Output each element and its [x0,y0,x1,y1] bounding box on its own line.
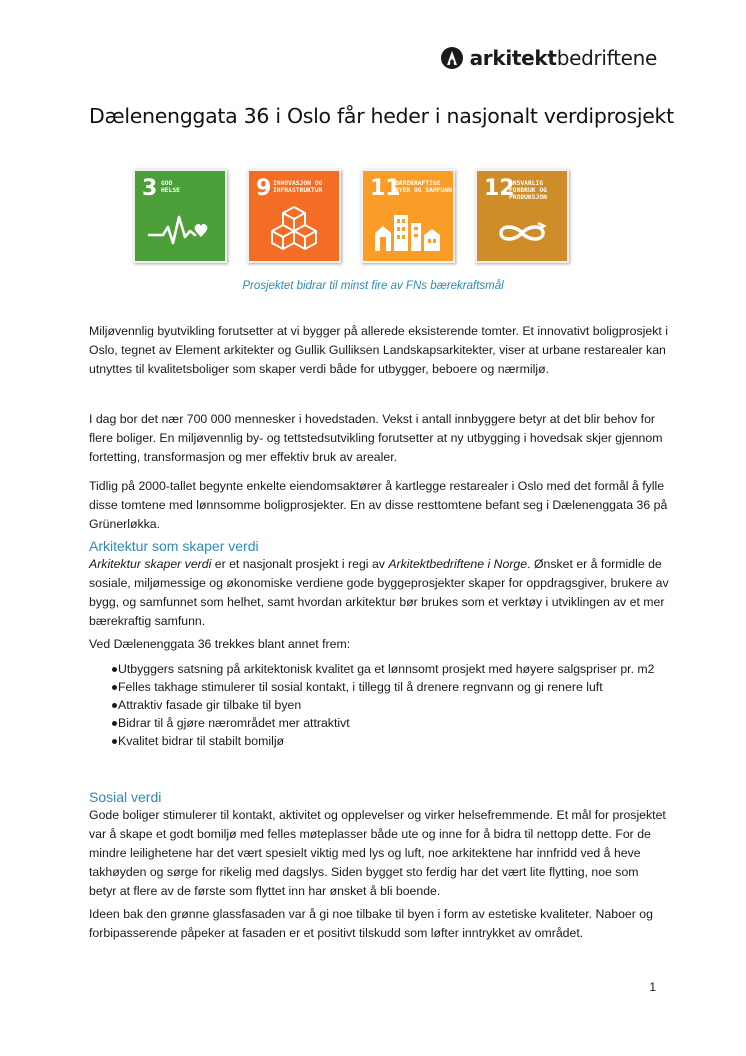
logo-text-light: bedriftene [556,46,657,70]
page-number: 1 [649,980,656,994]
sdg-number: 9 [256,176,272,201]
sdg-9-tile [247,169,341,263]
paragraph-intro: Miljøvennlig byutvikling forutsetter at vi bygger på allerede eksisterende tomter. Et innovativt boligprosjekt i Oslo, tegnet av Element arkitekter og Gullik Gulliksen Landskapsarkitekter, viser at urbane restarealer kan utnyttes til kvalitetsboliger som skaper verdi både for utbygger, beboere og nærmiljø. [89,324,668,376]
sdg-label: INNOVASJON OG INFRASTRUKTUR [273,180,323,194]
sdg-number: 11 [370,176,401,201]
page-title: Dælenenggata 36 i Oslo får heder i nasjonalt verdiprosjekt [89,104,674,128]
paragraph-facade: Ideen bak den grønne glassfasaden var å gi noe tilbake til byen i form av estetiske kvaliteter. Naboer og forbipasserende påpeker at fasaden er et positivt tilskudd som løfter inntrykket av området. [89,907,653,940]
paragraph-highlights-intro: Ved Dælenenggata 36 trekkes blant annet frem: [89,637,351,651]
sdg-number: 12 [484,176,515,201]
heading-architecture-value: Arkitektur som skaper verdi [89,538,259,554]
sdg-number: 3 [142,176,158,201]
list-item: Attraktiv fasade gir tilbake til byen [89,696,669,714]
highlights-list [89,660,669,750]
logo-mark-icon [440,46,464,70]
paragraph-population: I dag bor det nær 700 000 mennesker i hovedstaden. Vekst i antall innbyggere betyr at det blir behov for flere boliger. En miljøvennlig by- og tettstedsutvikling forutsetter at ny utbygging i hovedsak skjer gjennom fortetting, transformasjon og mer effektiv bruk av arealer. [89,412,663,464]
list-item: Bidrar til å gjøre nærområdet mer attraktivt [89,714,669,732]
paragraph-social-value: Gode boliger stimulerer til kontakt, aktivitet og opplevelser og virker helsefremmende. Et mål for prosjektet var å skape et godt bomiljø med felles møteplasser både ute og inne for å bidra til nettopp dette. For de mindre leilighetene har det vært spesielt viktig med lys og luft, noe arkitektene har innfridd ved å heve takhøyden og sørge for rikelig med dagslys. Siden bygget sto ferdig har det vært lite flytting, noe som betyr at flere av de første som flyttet inn har ønsket å bli boende. [89,808,666,898]
paragraph-history: Tidlig på 2000-tallet begynte enkelte eiendomsaktører å kartlegge restarealer i Oslo med det formål å fylle disse tomtene med lønnsomme boligprosjekter. En av disse resttomtene befant seg i Dælenenggata 36 på Grünerløkka. [89,479,668,531]
paragraph-text: er et nasjonalt prosjekt i regi av [211,557,389,571]
list-item: Felles takhage stimulerer til sosial kontakt, i tillegg til å drenere regnvann og gi renere luft [89,678,669,696]
organization-name-italic: Arkitektbedriftene i Norge [388,557,528,571]
sdg-3-tile [133,169,227,263]
sdg-12-tile [475,169,569,263]
sdg-label: ANSVARLIG FORBRUK OG PRODUKSJON [509,180,547,201]
paragraph-project-description [89,555,669,631]
list-item: Kvalitet bidrar til stabilt bomiljø [89,732,669,750]
sdg-label: BÆREKRAFTIGE BYER OG SAMFUNN [395,180,452,194]
logo-text-bold: arkitekt [469,46,557,70]
list-item: Utbyggers satsning på arkitektonisk kvalitet ga et lønnsomt prosjekt med høyere salgspriser pr. m2 [89,660,669,678]
sdg-caption: Prosjektet bidrar til minst fire av FNs bærekraftsmål [242,280,504,292]
paragraph-text: . Ønsket er å formidle de sosiale, miljømessige og økonomiske verdiene gode byggeprosjekter skaper for oppdragsgiver, brukere av bygg, og samfunnet som helhet, samt hvordan arkitektur bør brukes som et verktøy i utviklingen av et mer bærekraftig samfunn. [89,557,669,628]
company-logo [440,46,657,70]
sdg-icon-row [133,169,573,265]
heading-social-value: Sosial verdi [89,789,162,805]
sdg-11-tile [361,169,455,263]
project-name-italic: Arkitektur skaper verdi [89,557,212,571]
sdg-label: GOD HELSE [161,180,180,194]
